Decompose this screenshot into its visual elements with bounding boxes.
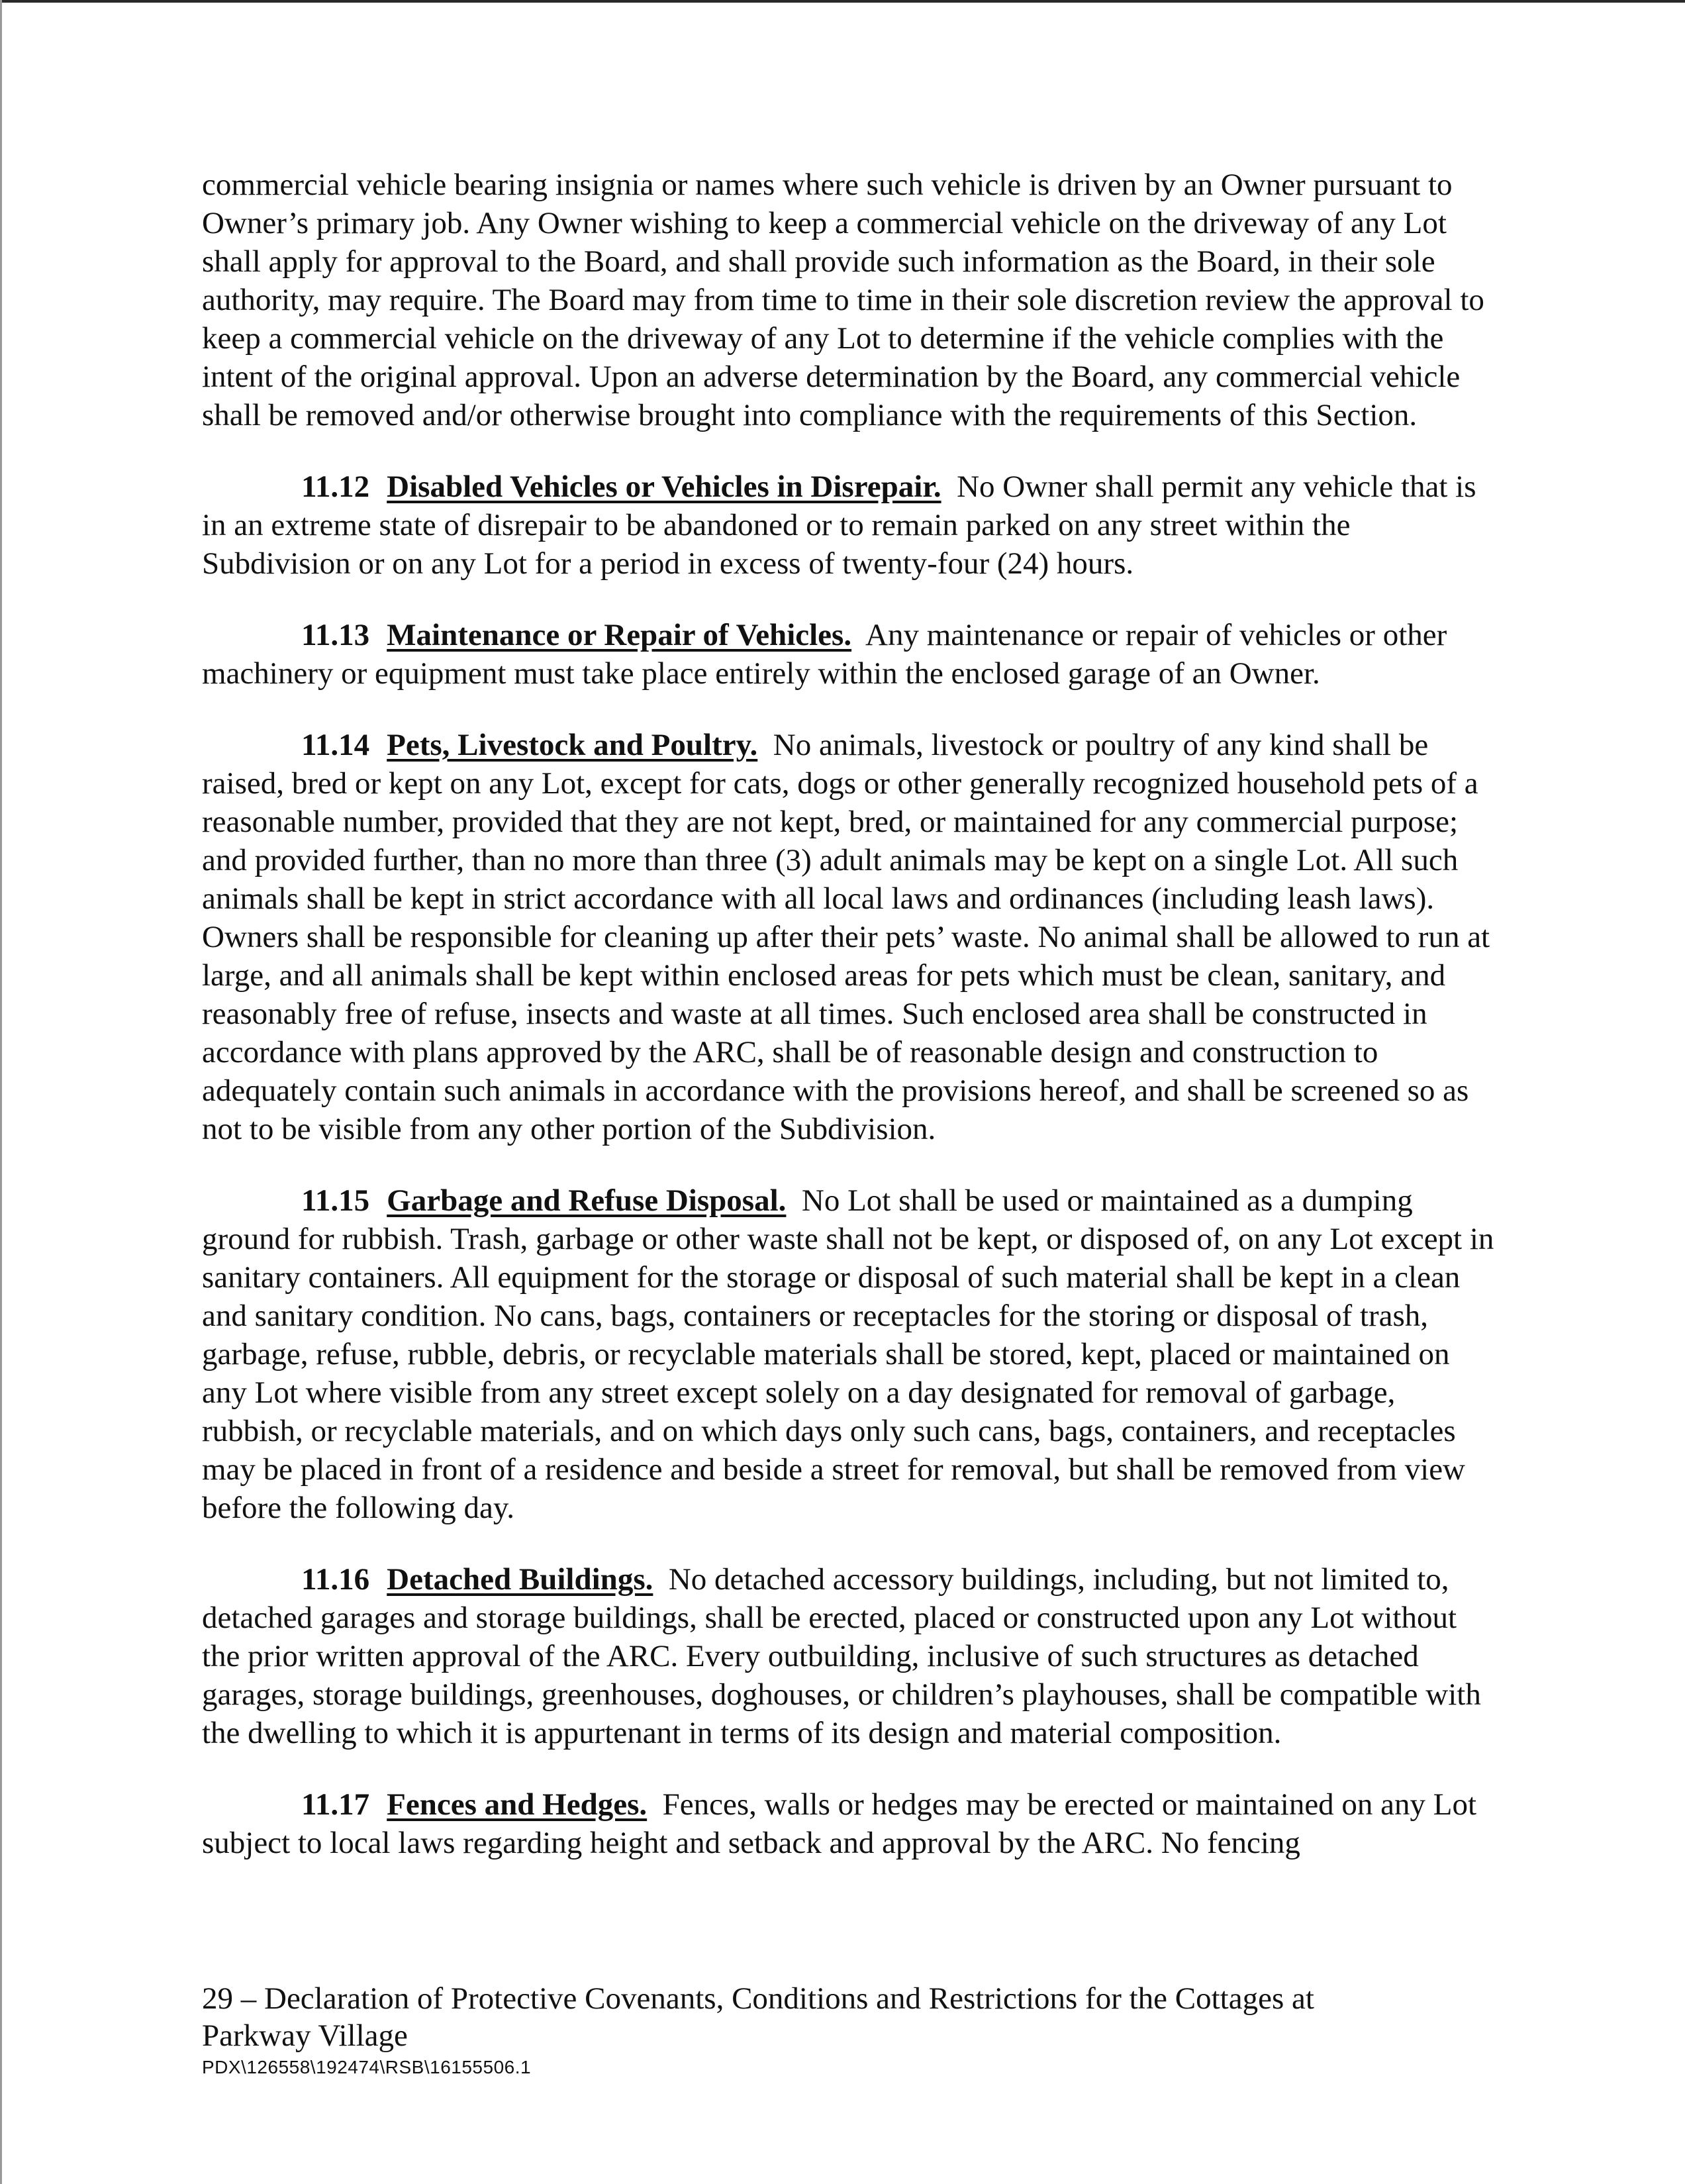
footer-page-label-cont: Parkway Village bbox=[202, 2018, 408, 2053]
document-body bbox=[202, 166, 1500, 1862]
section-11-16 bbox=[202, 1560, 1500, 1752]
section-title: Disabled Vehicles or Vehicles in Disrepair. bbox=[387, 470, 941, 504]
section-11-12 bbox=[202, 468, 1500, 583]
section-number: 11.17 bbox=[301, 1787, 370, 1822]
document-id: PDX\126558\192474\RSB\16155506.1 bbox=[202, 2057, 532, 2077]
footer-page-label: 29 – Declaration of Protective Covenants, Conditions and Restrictions for the Cottages at bbox=[202, 1981, 1314, 2016]
section-text: No Lot shall be used or maintained as a dumping ground for rubbish. Trash, garbage or other waste shall not be kept, or disposed of, on any Lot except in sanitary containers. All equipment for the storage or disposal of such material shall be kept in a clean and sanitary condition. No cans, bags, containers or receptacles for the storing or disposal of trash, garbage, refuse, rubble, debris, or recyclable materials shall be stored, kept, placed or maintained on any Lot where visible from any street except solely on a day designated for removal of garbage, rubbish, or recyclable materials, and on which days only such cans, bags, containers, and receptacles may be placed in front of a residence and beside a street for removal, but shall be removed from view before the following day. bbox=[202, 1183, 1494, 1525]
section-text: Any maintenance or repair of vehicles or other machinery or equipment must take place entirely within the enclosed garage of an Owner. bbox=[202, 618, 1447, 691]
scan-edge-left bbox=[0, 0, 2, 2184]
section-number: 11.13 bbox=[301, 618, 370, 652]
section-title: Maintenance or Repair of Vehicles. bbox=[387, 618, 852, 652]
section-number: 11.14 bbox=[301, 728, 370, 762]
section-text: Fences, walls or hedges may be erected or maintained on any Lot subject to local laws regarding height and setback and approval by the ARC. No fencing bbox=[202, 1787, 1477, 1860]
section-number: 11.15 bbox=[301, 1183, 370, 1218]
intro-paragraph: commercial vehicle bearing insignia or names where such vehicle is driven by an Owner pursuant to Owner’s primary job. Any Owner wishing to keep a commercial vehicle on the driveway of any Lot shall apply for approval to the Board, and shall provide such information as the Board, in their sole authority, may require. The Board may from time to time in their sole discretion review the approval to keep a commercial vehicle on the driveway of any Lot to determine if the vehicle complies with the intent of the original approval. Upon an adverse determination by the Board, any commercial vehicle shall be removed and/or otherwise brought into compliance with the requirements of this Section. bbox=[202, 168, 1484, 432]
section-11-13 bbox=[202, 616, 1500, 693]
section-11-17 bbox=[202, 1785, 1500, 1862]
section-11-15 bbox=[202, 1181, 1500, 1527]
section-11-14 bbox=[202, 726, 1500, 1148]
section-number: 11.16 bbox=[301, 1562, 370, 1597]
section-title: Garbage and Refuse Disposal. bbox=[387, 1183, 787, 1218]
page-footer bbox=[202, 1980, 1500, 2081]
section-text: No Owner shall permit any vehicle that is in an extreme state of disrepair to be abandoned or to remain parked on any street within the Subdivision or on any Lot for a period in excess of twenty-four (24) hours. bbox=[202, 470, 1476, 581]
section-number: 11.12 bbox=[301, 470, 370, 504]
section-title: Pets, Livestock and Poultry. bbox=[387, 728, 758, 762]
scan-edge-top bbox=[0, 0, 1685, 3]
section-text: No detached accessory buildings, including, but not limited to, detached garages and storage buildings, shall be erected, placed or constructed upon any Lot without the prior written approval of the ARC. Every outbuilding, inclusive of such structures as detached garages, storage buildings, greenhouses, doghouses, or children’s playhouses, shall be compatible with the dwelling to which it is appurtenant in terms of its design and material composition. bbox=[202, 1562, 1481, 1750]
section-title: Detached Buildings. bbox=[387, 1562, 653, 1597]
section-text: No animals, livestock or poultry of any kind shall be raised, bred or kept on any Lot, except for cats, dogs or other generally recognized household pets of a reasonable number, provided that they are not kept, bred, or maintained for any commercial purpose; and provided further, than no more than three (3) adult animals may be kept on a single Lot. All such animals shall be kept in strict accordance with all local laws and ordinances (including leash laws). Owners shall be responsible for cleaning up after their pets’ waste. No animal shall be allowed to run at large, and all animals shall be kept within enclosed areas for pets which must be clean, sanitary, and reasonably free of refuse, insects and waste at all times. Such enclosed area shall be constructed in accordance with plans approved by the ARC, shall be of reasonable design and construction to adequately contain such animals in accordance with the provisions hereof, and shall be screened so as not to be visible from any other portion of the Subdivision. bbox=[202, 728, 1490, 1146]
section-title: Fences and Hedges. bbox=[387, 1787, 648, 1822]
